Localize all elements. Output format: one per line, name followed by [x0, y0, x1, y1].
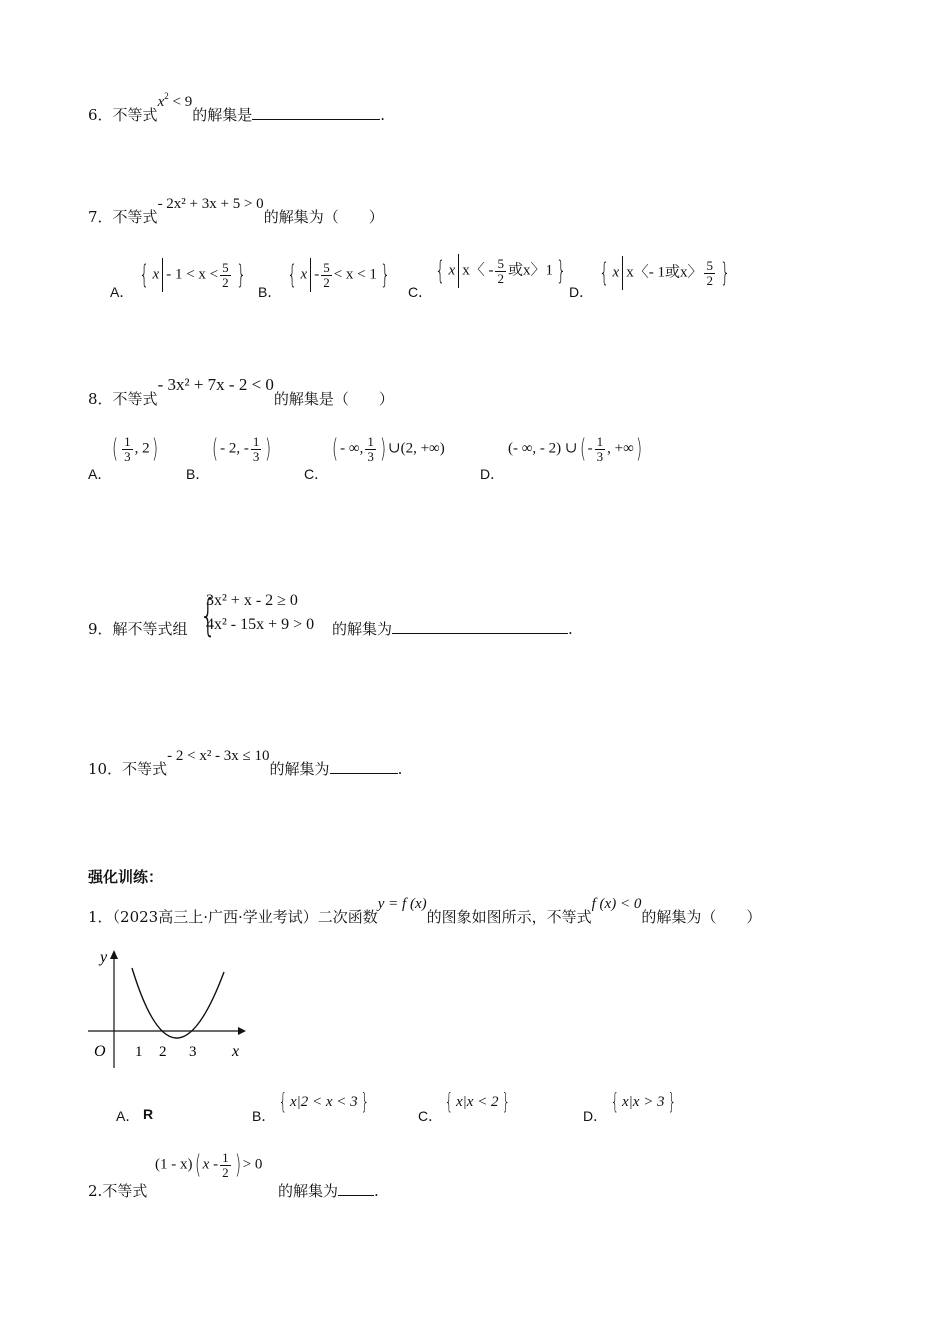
- question-number: 6．: [88, 106, 113, 124]
- y-axis-label: y: [100, 949, 108, 966]
- tick-label-3: 3: [189, 1044, 197, 1060]
- x-axis-label: x: [232, 1043, 240, 1060]
- option-b-label[interactable]: B．: [252, 1108, 276, 1124]
- option-b-set[interactable]: { x|2 < x < 3 }: [278, 1090, 369, 1115]
- option-c-interval[interactable]: ( - ∞, $\frac{1}{3}$ ) ∪(2, +∞): [332, 433, 445, 464]
- exercise-2: [88, 1180, 147, 1201]
- question-number: 1．: [88, 908, 113, 926]
- answer-blank[interactable]: [252, 105, 380, 120]
- question-number: 7．: [88, 208, 113, 226]
- option-b-interval[interactable]: ( - 2, - $\frac{1}{3}$ ): [212, 433, 272, 464]
- option-b-label[interactable]: B．: [186, 466, 210, 482]
- option-a-value[interactable]: R: [143, 1106, 154, 1122]
- option-c-label[interactable]: C．: [418, 1108, 443, 1124]
- x-axis-arrow: [238, 1027, 246, 1035]
- option-b-label[interactable]: B．: [258, 284, 282, 300]
- y-axis-arrow: [110, 950, 118, 959]
- inequality-math: $x^2 < 9$: [157, 91, 193, 110]
- inequality-math: f (x) < 0: [591, 896, 642, 912]
- question-text: 解不等式组: [112, 620, 188, 638]
- parabola-curve: [132, 968, 224, 1038]
- question-tail: 的解集为（ ）: [263, 208, 384, 226]
- section-heading: 强化训练：: [88, 869, 164, 886]
- answer-blank[interactable]: [392, 619, 568, 634]
- tick-label-2: 2: [159, 1044, 167, 1060]
- answer-blank[interactable]: [338, 1181, 374, 1196]
- question-7: [88, 196, 384, 227]
- option-c-label[interactable]: C．: [304, 466, 329, 482]
- option-a-interval[interactable]: ( $\frac{1}{3}$ , 2): [112, 433, 158, 464]
- question-number: 2.: [88, 1182, 103, 1200]
- question-number: 10．: [88, 760, 123, 778]
- question-8: [88, 375, 394, 409]
- option-d-set[interactable]: { x|x > 3 }: [610, 1090, 676, 1115]
- system-line-2: 4x² - 15x + 9 > 0: [206, 616, 315, 633]
- question-10: 10．不等式- 2 < x² - 3x ≤ 10的解集为 .: [88, 748, 403, 778]
- inequality-math: - 2x² + 3x + 5 > 0: [157, 196, 264, 212]
- option-c-label[interactable]: C．: [408, 284, 433, 300]
- option-a-label[interactable]: A．: [88, 466, 112, 482]
- option-a-label[interactable]: A．: [110, 284, 134, 300]
- system-line-1: 3x² + x - 2 ≥ 0: [206, 592, 298, 609]
- option-d-set[interactable]: { x x〈- 1或x〉 $\frac{5}{2}$ }: [599, 257, 731, 288]
- question-9: [88, 618, 188, 639]
- answer-blank[interactable]: [330, 759, 398, 774]
- inequality-math: (1 - x)( x - $\frac{1}{2}$ ) > 0: [155, 1149, 263, 1180]
- question-tail: 的解集是: [192, 106, 253, 124]
- question-source: （2023高三上·广西·学业考试）二次函数: [112, 908, 378, 926]
- option-c-set[interactable]: { x|x < 2 }: [444, 1090, 510, 1115]
- tick-label-1: 1: [135, 1044, 143, 1060]
- option-c-set[interactable]: { x x〈 - $\frac{5}{2}$ 或x〉1 }: [435, 255, 567, 286]
- exercise-2-tail: 的解集为 .: [278, 1182, 379, 1200]
- question-text: 不等式: [122, 760, 168, 778]
- option-d-interval[interactable]: (- ∞, - 2) ∪( - $\frac{1}{3}$ , +∞): [508, 433, 642, 464]
- option-d-label[interactable]: D．: [569, 284, 594, 300]
- option-a-label[interactable]: A．: [116, 1108, 140, 1124]
- question-tail: 的解集是（ ）: [273, 390, 394, 408]
- inequality-math: - 3x² + 7x - 2 < 0: [157, 375, 274, 394]
- question-tail: 的解集为（ ）: [641, 908, 762, 926]
- question-6: 6．不等式$x^2 < 9$的解集是 .: [88, 91, 385, 124]
- origin-label: O: [94, 1043, 106, 1060]
- option-a-set[interactable]: { x - 1 < x < $\frac{5}{2}$ }: [139, 259, 246, 290]
- question-9-tail: 的解集为 .: [332, 620, 573, 638]
- option-d-label[interactable]: D．: [583, 1108, 608, 1124]
- question-text: 不等式: [112, 208, 158, 226]
- function-math: y = f (x): [377, 896, 427, 912]
- inequality-math: - 2 < x² - 3x ≤ 10: [167, 748, 270, 764]
- question-text: 不等式: [112, 390, 158, 408]
- parabola-graph: [84, 946, 254, 1076]
- option-b-set[interactable]: { x - $\frac{5}{2}$ < x < 1 }: [287, 259, 391, 290]
- question-number: 8．: [88, 390, 113, 408]
- question-number: 9．: [88, 620, 113, 638]
- option-d-label[interactable]: D．: [480, 466, 505, 482]
- question-text: 不等式: [102, 1182, 148, 1200]
- question-text: 不等式: [112, 106, 158, 124]
- question-tail: 的解集为: [269, 760, 330, 778]
- exercise-1: [88, 896, 762, 927]
- question-mid: 的图象如图所示，不等式: [426, 908, 592, 926]
